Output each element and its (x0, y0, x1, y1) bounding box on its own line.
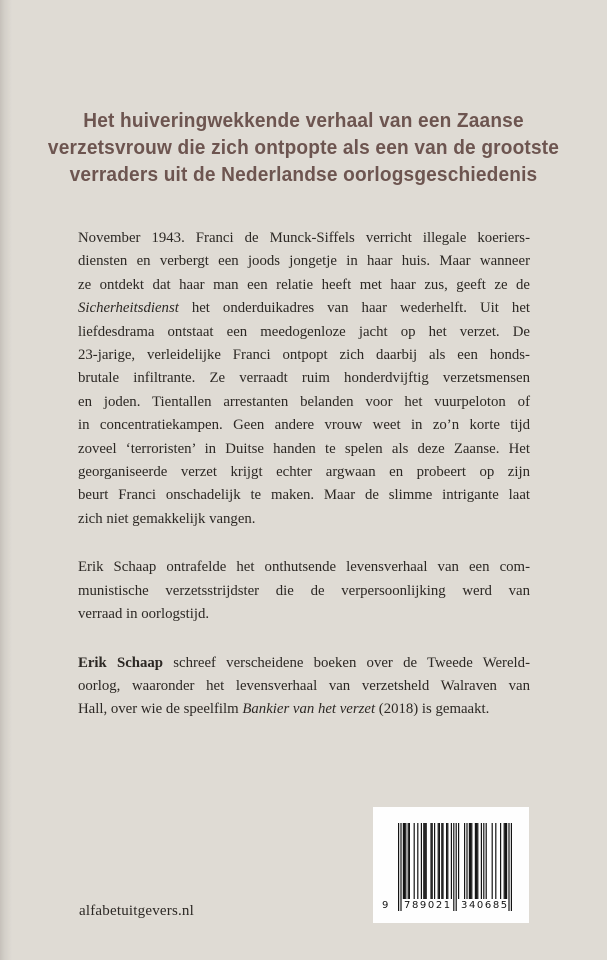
text-line: liefdesdrama ontstaat een meedogenloze jacht op het verzet. De (78, 323, 530, 340)
text-line: in concentratiekampen. Geen andere vrouw weet in zo’n korte tijd (78, 417, 530, 434)
text-line: Erik Schaap ontrafelde het onthutsende levensverhaal van een com- (78, 559, 530, 576)
text-line: zoveel ‘terroristen’ in Duitse handen te spelen als deze Zaanse. Het (78, 440, 530, 457)
blurb-paragraph-author-bio (78, 652, 530, 722)
tagline-line: verraders uit de Nederlandse oorlogsgeschiedenis (69, 163, 538, 186)
text-line: en joden. Tientallen arrestanten belanden voor het vuurpeloton of (78, 393, 530, 410)
text-line: diensten en verbergt een joods jongetje in haar huis. Maar wanneer (78, 253, 530, 270)
publisher-url: alfabetuitgevers.nl (79, 903, 195, 919)
text-line: Hall, over wie de speelfilm Bankier van het verzet (2018) is gemaakt. (78, 701, 490, 718)
text-line: zich niet gemakkelijk vangen. (78, 510, 256, 527)
text-line: November 1943. Franci de Munck-Siffels verricht illegale koeriers- (78, 230, 530, 246)
text-line: Sicherheitsdienst het onderduikadres van haar wederhelft. Uit het (78, 300, 530, 317)
tagline-line: Het huiveringwekkende verhaal van een Zaanse (83, 109, 524, 132)
barcode-panel (373, 807, 529, 923)
text-line: georganiseerde verzet krijgt echter argwaan en probeert op zijn (78, 464, 530, 481)
text-line: verraad in oorlogstijd. (78, 606, 210, 623)
blurb-paragraph-author-research (78, 556, 530, 626)
blurb-text (78, 227, 530, 747)
text-line: oorlog, waaronder het levensverhaal van verzetsheld Walraven van (78, 677, 530, 694)
isbn-digit-group: 9 (382, 900, 390, 911)
isbn-digit-group: 340685 (461, 900, 509, 911)
isbn-digit-group: 789021 (404, 900, 452, 911)
text-line: munistische verzetsstrijdster die de verpersoonlijking werd van (78, 582, 530, 599)
tagline-line: verzetsvrouw die zich ontpopte als een van de grootste (47, 136, 560, 159)
text-line: 23-jarige, verleidelijke Franci ontpopt zich daarbij als een honds- (78, 347, 530, 364)
blurb-paragraph-synopsis (78, 227, 530, 531)
text-line: beurt Franci onschadelijk te maken. Maar de slimme intrigante laat (78, 487, 530, 504)
text-line: Erik Schaap schreef verscheidene boeken over de Tweede Wereld- (78, 654, 530, 671)
text-line: ze ontdekt dat haar man een relatie heeft met haar zus, geeft ze de (78, 276, 530, 293)
back-cover-tagline (0, 107, 607, 188)
text-line: brutale infiltrante. Ze verraadt ruim honderdvijftig verzetsmensen (78, 370, 530, 387)
